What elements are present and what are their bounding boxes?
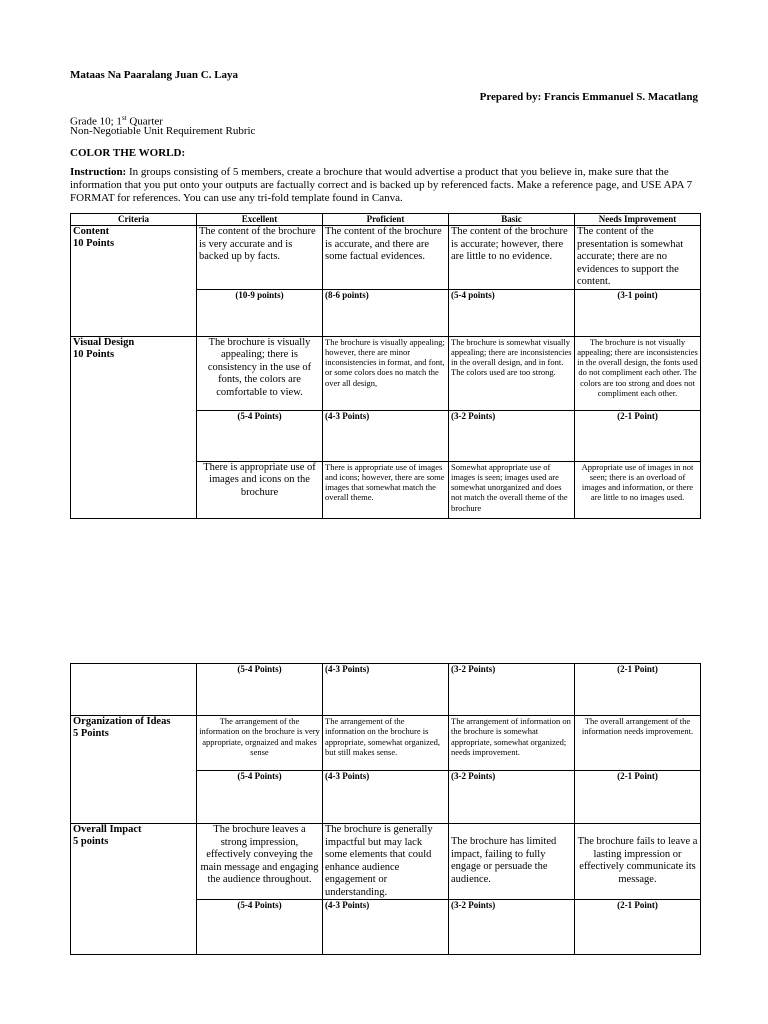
content-proficient: The content of the brochure is accurate, and there are some factual evidences. — [323, 226, 449, 290]
content-needs-improvement: The content of the presentation is somewhat accurate; there are no evidences to support the content. — [575, 226, 701, 290]
organization-proficient: The arrangement of the information on the brochure is appropriate, somewhat organized, but still makes sense. — [323, 716, 449, 771]
organization-excellent: The arrangement of the information on the brochure is very appropriate, orgnaized and makes sense — [197, 716, 323, 771]
score-range: (10-9 points) — [197, 289, 323, 336]
score-range: (2-1 Point) — [575, 900, 701, 955]
criterion-name: Content — [73, 226, 110, 237]
score-range: (2-1 Point) — [575, 771, 701, 824]
table-row — [71, 336, 701, 410]
score-range: (3-2 Points) — [449, 664, 575, 716]
images-proficient: There is appropriate use of images and icons; however, there are some images that somewhat match the overall theme. — [323, 461, 449, 518]
criterion-name: Overall Impact — [73, 824, 142, 835]
criterion-overall-impact — [71, 824, 197, 955]
impact-needs-improvement: The brochure fails to leave a lasting impression or effectively communicate its message. — [575, 824, 701, 900]
criterion-points: 10 Points — [73, 238, 115, 249]
content-excellent: The content of the brochure is very accurate and is backed up by facts. — [197, 226, 323, 290]
score-range: (5-4 Points) — [197, 664, 323, 716]
rubric-table-2 — [70, 663, 701, 955]
table-row — [71, 664, 701, 716]
criterion-organization — [71, 716, 197, 824]
header-row — [71, 214, 701, 226]
organization-needs-improvement: The overall arrangement of the information needs improvement. — [575, 716, 701, 771]
criterion-points: 10 Points — [73, 348, 115, 360]
visual-proficient: The brochure is visually appealing; however, there are minor inconsistencies in format, and font, or some colors does no match the over all design, — [323, 336, 449, 410]
images-basic: Somewhat appropriate use of images is seen; images used are somewhat unorganized and does not match the overall theme of the brochure — [449, 461, 575, 518]
header-needs-improvement: Needs Improvement — [575, 214, 701, 226]
organization-basic: The arrangement of information on the brochure is somewhat appropriate, somewhat organized; needs improvement. — [449, 716, 575, 771]
impact-basic: The brochure has limited impact, failing to fully engage or persuade the audience. — [449, 824, 575, 900]
grade-superscript: st — [121, 114, 127, 122]
score-range: (5-4 Points) — [197, 771, 323, 824]
criterion-points: 5 points — [73, 836, 109, 847]
score-range: (3-2 Points) — [449, 771, 575, 824]
images-needs-improvement: Appropriate use of images in not seen; there is an overload of images and information, or there are little to no images used. — [575, 461, 701, 518]
header-proficient: Proficient — [323, 214, 449, 226]
criterion-content — [71, 226, 197, 337]
table-row — [71, 824, 701, 900]
rubric-table-1 — [70, 213, 701, 519]
score-range: (4-3 Points) — [323, 410, 449, 461]
grade-prefix: Grade 10; 1 — [70, 115, 122, 128]
criterion-name: Organization of Ideas — [73, 716, 171, 727]
score-range: (2-1 Point) — [575, 410, 701, 461]
content-basic: The content of the brochure is accurate; however, there are little to no evidence. — [449, 226, 575, 290]
score-range: (5-4 Points) — [197, 410, 323, 461]
score-range: (3-2 Points) — [449, 900, 575, 955]
score-range: (8-6 points) — [323, 289, 449, 336]
empty-criteria-cell — [71, 664, 197, 716]
criterion-visual-design — [71, 336, 197, 518]
table-row — [71, 226, 701, 290]
score-range: (5-4 points) — [449, 289, 575, 336]
header-criteria: Criteria — [71, 214, 197, 226]
header-basic: Basic — [449, 214, 575, 226]
activity-title: COLOR THE WORLD: — [70, 147, 186, 159]
score-range: (4-3 Points) — [323, 664, 449, 716]
score-range: (5-4 Points) — [197, 900, 323, 955]
criterion-points: 5 Points — [73, 728, 109, 739]
score-range: (2-1 Point) — [575, 664, 701, 716]
score-range: (3-1 point) — [575, 289, 701, 336]
instruction-text: In groups consisting of 5 members, create a brochure that would advertise a product that you believe in, make sure that the information that you put onto your outputs are factually correct and is backed up by referenced facts. Make a reference page, and USE APA 7 FORMAT for references. You can use any tri-fold template found in Canva. — [70, 166, 693, 204]
instruction-paragraph — [70, 166, 700, 205]
visual-excellent: The brochure is visually appealing; there is consistency in the use of fonts, the colors are comfortable to view. — [197, 336, 323, 410]
table-row — [71, 716, 701, 771]
prepared-by: Prepared by: Francis Emmanuel S. Macatlang — [479, 91, 698, 103]
score-range: (3-2 Points) — [449, 410, 575, 461]
criterion-name: Visual Design — [73, 336, 135, 348]
score-range: (4-3 Points) — [323, 900, 449, 955]
rubric-subtitle: Non-Negotiable Unit Requirement Rubric — [70, 125, 256, 137]
visual-needs-improvement: The brochure is not visually appealing; there are inconsistencies in the overall design, the fonts used do not compliment each other. The colors are too strong and does not compliment each other. — [575, 336, 701, 410]
images-excellent: There is appropriate use of images and icons on the brochure — [197, 461, 323, 518]
impact-proficient: The brochure is generally impactful but may lack some elements that could enhance audience engagement or understanding. — [323, 824, 449, 900]
visual-basic: The brochure is somewhat visually appealing; there are inconsistencies in the overall design, and in font. The colors used are too strong. — [449, 336, 575, 410]
header-excellent: Excellent — [197, 214, 323, 226]
instruction-label: Instruction: — [70, 166, 127, 178]
score-range: (4-3 Points) — [323, 771, 449, 824]
school-name: Mataas Na Paaralang Juan C. Laya — [70, 69, 239, 81]
grade-suffix: Quarter — [126, 115, 163, 128]
impact-excellent: The brochure leaves a strong impression, effectively conveying the main message and engaging the audience throughout. — [197, 824, 323, 900]
